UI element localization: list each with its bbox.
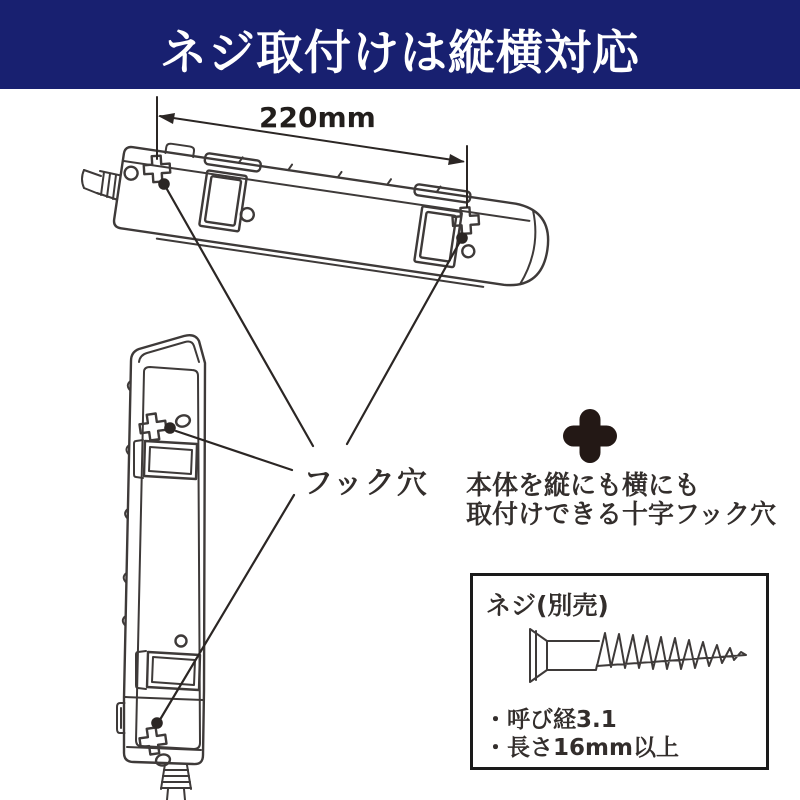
screw-spec-length: ・長さ16mm以上 <box>484 735 679 761</box>
horizontal-power-strip <box>82 137 555 295</box>
hook-hole-dot <box>164 422 176 434</box>
vertical-power-strip <box>117 335 205 800</box>
power-cord-bottom <box>161 764 191 800</box>
dimension-label: 220mm <box>259 101 376 134</box>
feature-description-line2: 取付けできる十字フック穴 <box>466 500 777 530</box>
feature-description <box>466 472 776 530</box>
screw-box-title: ネジ(別売) <box>486 591 609 620</box>
feature-description-line1: 本体を縦にも横にも <box>466 471 701 501</box>
screw-spec-diameter: ・呼び経3.1 <box>484 707 617 733</box>
page-title: ネジ取付けは縦横対応 <box>160 26 640 81</box>
cross-hook-hole-icon <box>563 409 617 463</box>
hook-hole-label: フック穴 <box>303 466 429 501</box>
